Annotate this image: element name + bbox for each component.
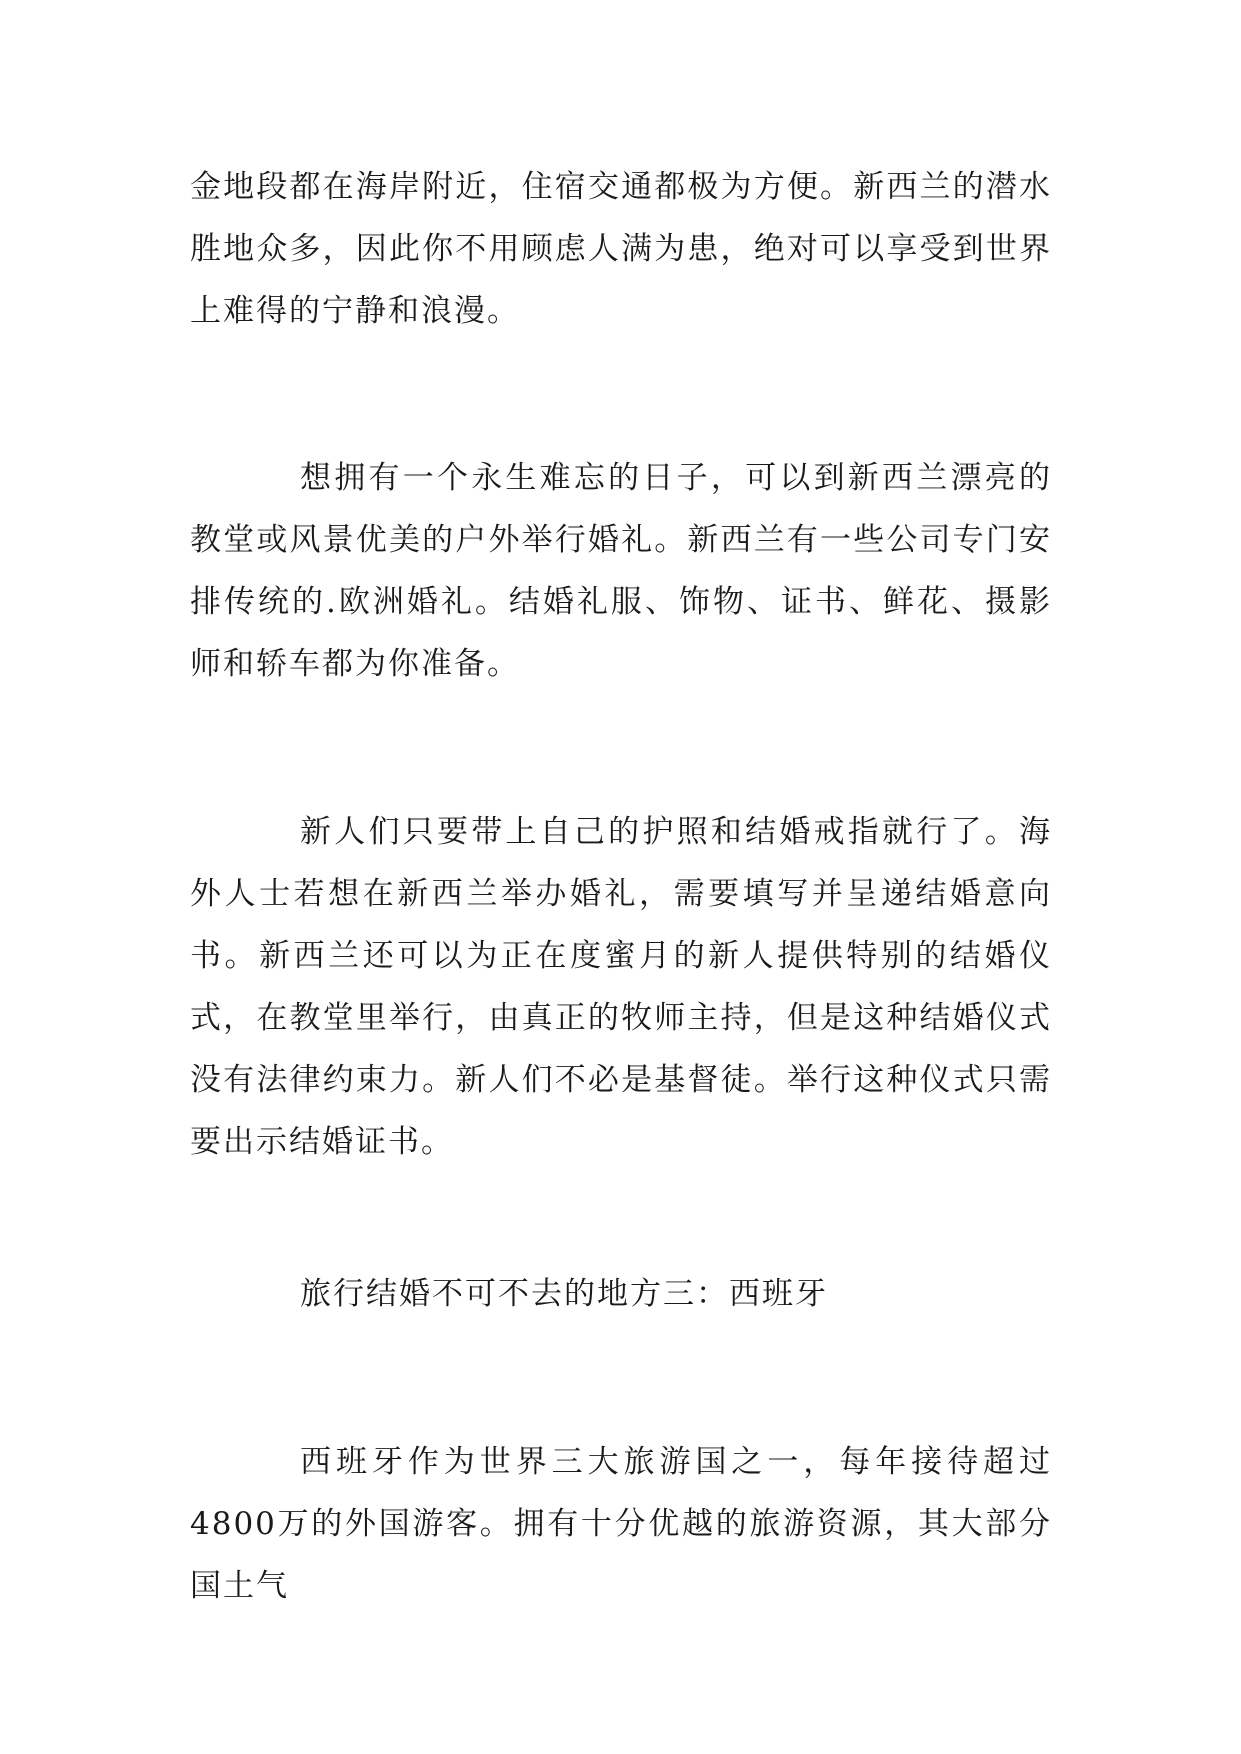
paragraph-wedding-requirements: 新人们只要带上自己的护照和结婚戒指就行了。海外人士若想在新西兰举办婚礼，需要填写并呈递结婚意向书。新西兰还可以为正在度蜜月的新人提供特别的结婚仪式，在教堂里举行，由真正的牧师主持，但是这种结婚仪式没有法律约束力。新人们不必是基督徒。举行这种仪式只需要出示结婚证书。 <box>190 814 1052 1160</box>
section-heading-spain: 旅行结婚不可不去的地方三：西班牙 <box>300 1276 828 1312</box>
paragraph-wedding-venues: 想拥有一个永生难忘的日子，可以到新西兰漂亮的教堂或风景优美的户外举行婚礼。新西兰有一些公司专门安排传统的.欧洲婚礼。结婚礼服、饰物、证书、鲜花、摄影师和轿车都为你准备。 <box>190 460 1052 682</box>
paragraph-spain-intro: 西班牙作为世界三大旅游国之一，每年接待超过4800万的外国游客。拥有十分优越的旅游资源，其大部分国土气 <box>190 1444 1052 1604</box>
paragraph-diving: 金地段都在海岸附近，住宿交通都极为方便。新西兰的潜水胜地众多，因此你不用顾虑人满为患，绝对可以享受到世界上难得的宁静和浪漫。 <box>190 169 1052 329</box>
